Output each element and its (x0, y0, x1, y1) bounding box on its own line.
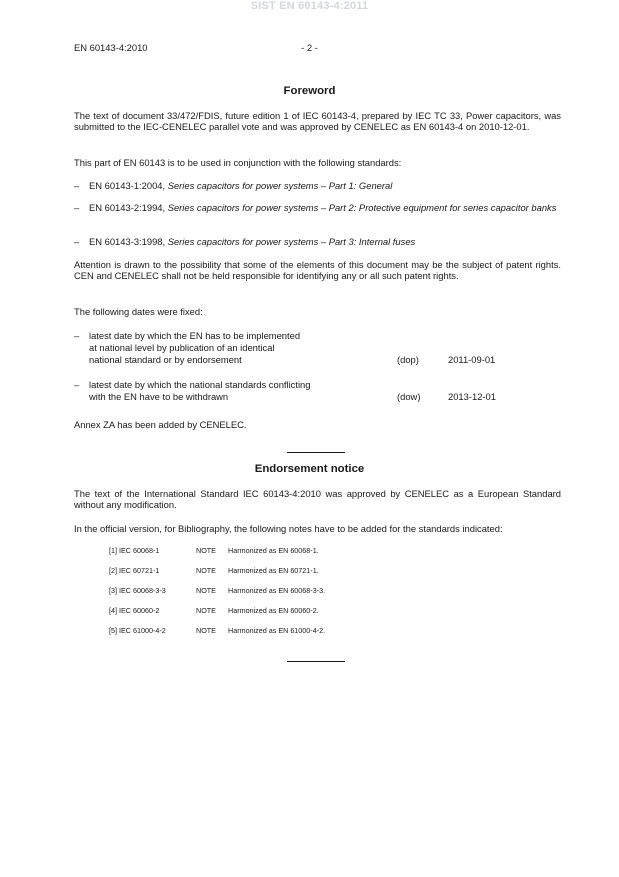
endorsement-text: The text of the International Standard IEC 60143-4:2010 was approved by CENELEC as a European Standard without any modification. (74, 488, 561, 511)
dates-intro: The following dates were fixed: (74, 306, 203, 317)
dop-code: (dop) (397, 354, 419, 365)
list-dash: – (74, 180, 80, 191)
date-line: latest date by which the EN has to be implemented (89, 330, 301, 341)
note-text: Harmonized as EN 60068-3-3. (228, 586, 326, 595)
list-item (89, 180, 561, 191)
endorsement-heading: Endorsement notice (254, 463, 365, 475)
header-document-id: EN 60143-4:2010 (74, 42, 148, 53)
note-label: NOTE (196, 606, 216, 615)
foreword-heading: Foreword (283, 85, 336, 97)
dow-code: (dow) (397, 391, 421, 402)
note-ref: [1] IEC 60068-1 (109, 546, 160, 555)
conjunction-sentence: This part of EN 60143 is to be used in conjunction with the following standards: (74, 157, 402, 168)
note-label: NOTE (196, 566, 216, 575)
standard-ref: EN 60143-1:2004, (89, 180, 168, 191)
standard-ref: EN 60143-2:1994, (89, 202, 168, 213)
official-version-text: In the official version, for Bibliography, the following notes have to be added for the standards indicated: (74, 523, 503, 534)
note-label: NOTE (196, 546, 216, 555)
list-item (89, 236, 561, 247)
date-line: at national level by publication of an identical (89, 342, 275, 353)
note-text: Harmonized as EN 61000-4-2. (228, 626, 326, 635)
note-text: Harmonized as EN 60721-1. (228, 566, 319, 575)
header-page-number: - 2 - (301, 42, 318, 53)
note-label: NOTE (196, 586, 216, 595)
note-ref: [4] IEC 60060-2 (109, 606, 160, 615)
list-dash: – (74, 379, 80, 390)
note-ref: [3] IEC 60068-3-3 (109, 586, 166, 595)
divider (287, 452, 345, 453)
date-line: latest date by which the national standards conflicting (89, 379, 311, 390)
note-ref: [5] IEC 61000-4-2 (109, 626, 166, 635)
foreword-intro: The text of document 33/472/FDIS, future edition 1 of IEC 60143-4, prepared by IEC TC 33, Power capacitors, was submitted to the IEC-CENELEC parallel vote and was approved by CENELEC as EN 60143-4 on 2010-12-01. (74, 110, 561, 133)
date-line: with the EN have to be withdrawn (89, 391, 229, 402)
divider (287, 661, 345, 662)
list-dash: – (74, 330, 80, 341)
standard-ref: EN 60143-3:1998, (89, 236, 168, 247)
list-item (89, 202, 561, 213)
dop-date: 2011-09-01 (448, 354, 496, 365)
standard-title: Series capacitors for power systems – Part 1: General (167, 180, 393, 191)
note-text: Harmonized as EN 60060-2. (228, 606, 319, 615)
date-line: national standard or by endorsement (89, 354, 242, 365)
dow-date: 2013-12-01 (448, 391, 496, 402)
list-dash: – (74, 236, 80, 247)
note-ref: [2] IEC 60721-1 (109, 566, 160, 575)
standard-title: Series capacitors for power systems – Part 3: Internal fuses (167, 236, 416, 247)
note-label: NOTE (196, 626, 216, 635)
standard-title: Series capacitors for power systems – Part 2: Protective equipment for series capacitor banks (167, 202, 557, 213)
note-text: Harmonized as EN 60068-1. (228, 546, 319, 555)
patent-notice: Attention is drawn to the possibility that some of the elements of this document may be the subject of patent rights. CEN and CENELEC shall not be held responsible for identifying any or all such patent rights. (74, 259, 561, 282)
annex-note: Annex ZA has been added by CENELEC. (74, 419, 247, 430)
list-dash: – (74, 202, 80, 213)
watermark: SIST EN 60143-4:2011 (250, 0, 369, 12)
